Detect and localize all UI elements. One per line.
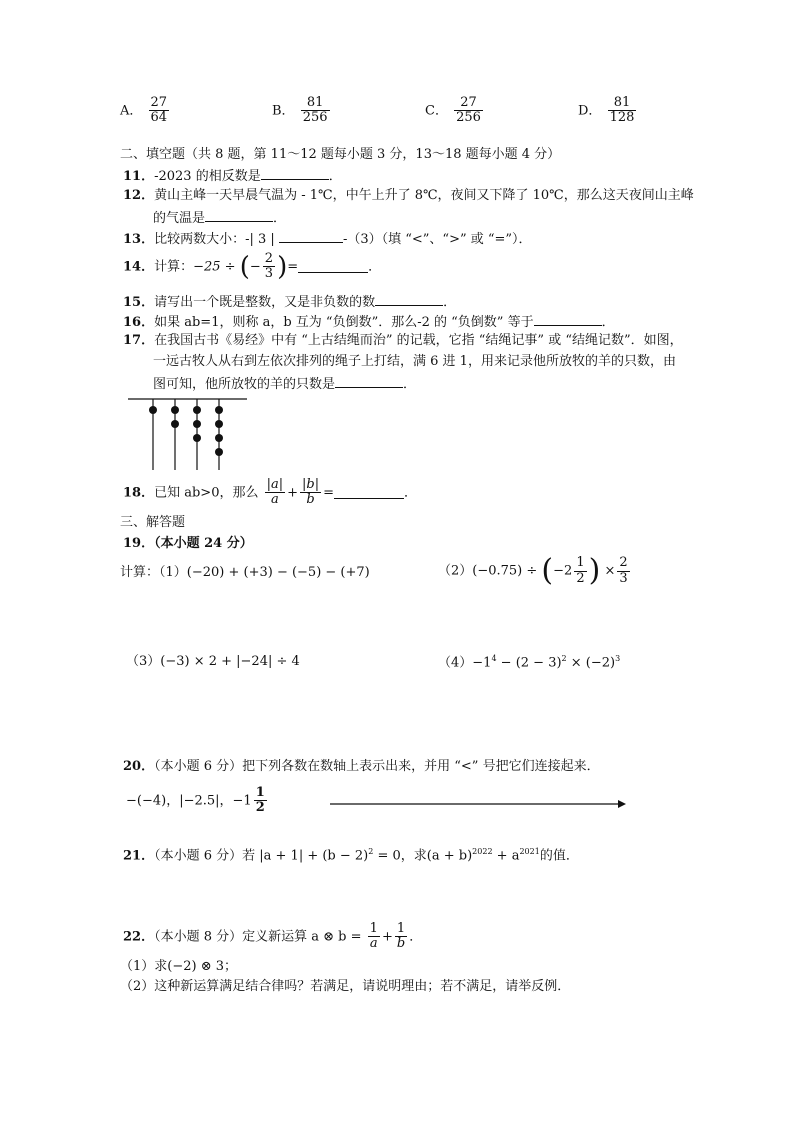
question-16 <box>123 314 615 329</box>
section-3-heading: 三、解答题 <box>120 515 186 530</box>
question-number: 15． <box>123 295 155 310</box>
answer-blank[interactable] <box>298 261 368 273</box>
question-20 <box>123 760 600 773</box>
left-paren: ( <box>239 251 250 282</box>
answer-blank[interactable] <box>375 294 443 306</box>
fraction: $\frac{1}{2}$ <box>576 555 585 586</box>
question-number: 20． <box>123 759 155 774</box>
choice-fraction: $\frac{81}{128}$ <box>609 95 635 126</box>
question-number: 16． <box>123 315 155 330</box>
minus-sign: − <box>249 259 261 275</box>
plus: + <box>287 485 299 501</box>
question-number: 22． <box>123 929 155 945</box>
choice-label: D． <box>578 103 602 119</box>
answer-blank[interactable] <box>261 168 329 180</box>
exponent: 3 <box>615 654 621 663</box>
question-17-line2: 一远古牧人从右到左依次排列的绳子上打结，满 6 进 1，用来记录他所放牧的羊的只数，由 <box>153 354 676 369</box>
question-text: -（3）（填 “<”、“>” 或 “=”）． <box>342 232 532 247</box>
question-text: （本小题 6 分）若 |a + 1| + (b − 2) <box>154 848 369 864</box>
times: × <box>604 563 616 579</box>
question-12-line2 <box>153 210 286 225</box>
number-line-arrow <box>328 798 628 810</box>
mixed-whole: −2 <box>553 563 573 579</box>
question-text: = 0，求(a + b) <box>373 848 473 864</box>
question-text: 黄山主峰一天早晨气温为 - 1℃，中午上升了 8℃，夜间又下降了 10℃，那么这天夜间山主峰 <box>154 188 694 203</box>
knot <box>215 406 223 414</box>
question-text: （本小题 6 分）把下列各数在数轴上表示出来，并用 “<” 号把它们连接起来． <box>154 759 600 774</box>
question-18 <box>123 478 417 508</box>
question-text: （本小题 8 分）定义新运算 a ⊗ b = <box>154 929 362 945</box>
punct: ． <box>443 295 457 310</box>
knot <box>215 420 223 428</box>
question-number: 17． <box>123 333 155 348</box>
right-paren: ) <box>277 251 288 282</box>
punct: ． <box>404 485 418 501</box>
left-paren: ( <box>541 553 554 588</box>
exponent: 2 <box>561 654 567 663</box>
choice-fraction: $\frac{27}{64}$ <box>150 95 168 126</box>
fraction: $\frac{1}{2}$ <box>255 785 265 816</box>
question-text: 的气温是 <box>153 211 206 226</box>
answer-blank[interactable] <box>279 231 343 243</box>
question-text: 的值． <box>539 848 579 864</box>
question-number: 14． <box>123 259 155 275</box>
fraction-abs-b: $\frac{|b|}{b}$ <box>302 477 320 508</box>
knot <box>193 406 201 414</box>
question-12 <box>123 189 694 202</box>
choice-label: A． <box>120 103 143 119</box>
question-number: 18． <box>123 485 155 501</box>
question-17 <box>123 334 683 347</box>
fraction: $\frac{1}{a}$ <box>369 921 378 952</box>
knot <box>171 420 179 428</box>
fraction: $\frac{1}{b}$ <box>396 921 406 952</box>
question-text: 比较两数大小：-| 3 | <box>154 232 275 247</box>
question-20-numbers <box>126 786 269 816</box>
equals: = <box>287 259 299 275</box>
choice-fraction: $\frac{27}{256}$ <box>456 95 481 126</box>
q19-part2 <box>438 553 632 588</box>
knot <box>171 406 179 414</box>
question-13 <box>123 231 532 246</box>
knot <box>215 434 223 442</box>
question-19-heading: 19．（本小题 24 分） <box>123 536 253 551</box>
question-17-line3 <box>153 376 416 391</box>
exponent: 2021 <box>519 847 540 856</box>
choice-label: B． <box>272 103 295 119</box>
question-text: -2023 的相反数是 <box>154 169 261 184</box>
exponent: 2022 <box>472 847 493 856</box>
answer-blank[interactable] <box>534 314 602 326</box>
q19-part4 <box>438 655 620 669</box>
q19-part1: 计算：（1）(−20) + (+3) − (−5) − (+7) <box>120 565 370 580</box>
knot <box>193 420 201 428</box>
expression: × (−2) <box>566 655 616 671</box>
expression: （2）(−0.75) ÷ <box>438 563 538 579</box>
punct: ． <box>409 929 423 945</box>
question-text: 在我国古书《易经》中有 “上古结绳而治” 的记载，它指 “结绳记事” 或 “结绳记数”．如图， <box>154 333 683 348</box>
answer-blank[interactable] <box>335 376 403 388</box>
question-text: 计算： <box>154 259 194 275</box>
choice-a <box>120 96 171 126</box>
exponent: 2 <box>368 847 374 856</box>
q19-part3: （3）(−3) × 2 + |−24| ÷ 4 <box>126 654 300 669</box>
punct: ． <box>601 315 615 330</box>
knot <box>193 434 201 442</box>
question-text: 已知 ab>0，那么 <box>154 485 259 501</box>
fraction: $\frac{2}{3}$ <box>264 251 274 282</box>
question-text: 请写出一个既是整数，又是非负数的数 <box>154 295 376 310</box>
expression: −25 ÷ <box>193 259 236 275</box>
section-2-heading: 二、填空题（共 8 题，第 11～12 题每小题 3 分，13～18 题每小题 4 分） <box>120 147 561 162</box>
question-number: 21． <box>123 848 155 864</box>
question-number: 13． <box>123 232 155 247</box>
question-number: 12． <box>123 188 155 203</box>
fraction-abs-a: $\frac{|a|}{a}$ <box>266 477 284 508</box>
choice-d <box>578 96 638 126</box>
fraction: $\frac{2}{3}$ <box>619 555 628 586</box>
choice-fraction: $\frac{81}{256}$ <box>302 95 328 126</box>
question-number: 11． <box>123 169 155 184</box>
knot <box>149 406 157 414</box>
punct: ． <box>273 211 287 226</box>
number-list: −(−4)，|−2.5|，−1 <box>126 793 252 809</box>
question-text: 图可知，他所放牧的羊的只数是 <box>153 377 336 392</box>
question-11 <box>123 168 342 183</box>
question-22 <box>123 922 422 952</box>
question-22-part1: （1）求(−2) ⊗ 3； <box>120 959 238 974</box>
punct: ． <box>328 169 342 184</box>
expression: − (2 − 3) <box>496 655 562 671</box>
knot-rope-figure <box>125 395 255 475</box>
choice-c <box>425 96 485 126</box>
right-paren: ) <box>588 553 601 588</box>
punct: ． <box>403 377 417 392</box>
question-14 <box>123 252 381 282</box>
equals: = <box>323 485 335 501</box>
choice-b <box>272 96 332 126</box>
punct: ． <box>368 259 382 275</box>
expression: （4）−1 <box>438 655 492 671</box>
choice-label: C． <box>425 103 448 119</box>
exponent: 4 <box>491 654 497 663</box>
question-15 <box>123 294 456 309</box>
answer-blank[interactable] <box>205 210 273 222</box>
question-text: + a <box>492 848 520 864</box>
plus: + <box>381 929 393 945</box>
knot <box>215 448 223 456</box>
question-21 <box>123 848 579 862</box>
question-22-part2: （2）这种新运算满足结合律吗？若满足，请说明理由；若不满足，请举反例． <box>120 979 571 994</box>
question-text: 如果 ab=1，则称 a，b 互为 “负倒数”．那么-2 的 “负倒数” 等于 <box>154 315 534 330</box>
answer-blank[interactable] <box>334 487 404 499</box>
